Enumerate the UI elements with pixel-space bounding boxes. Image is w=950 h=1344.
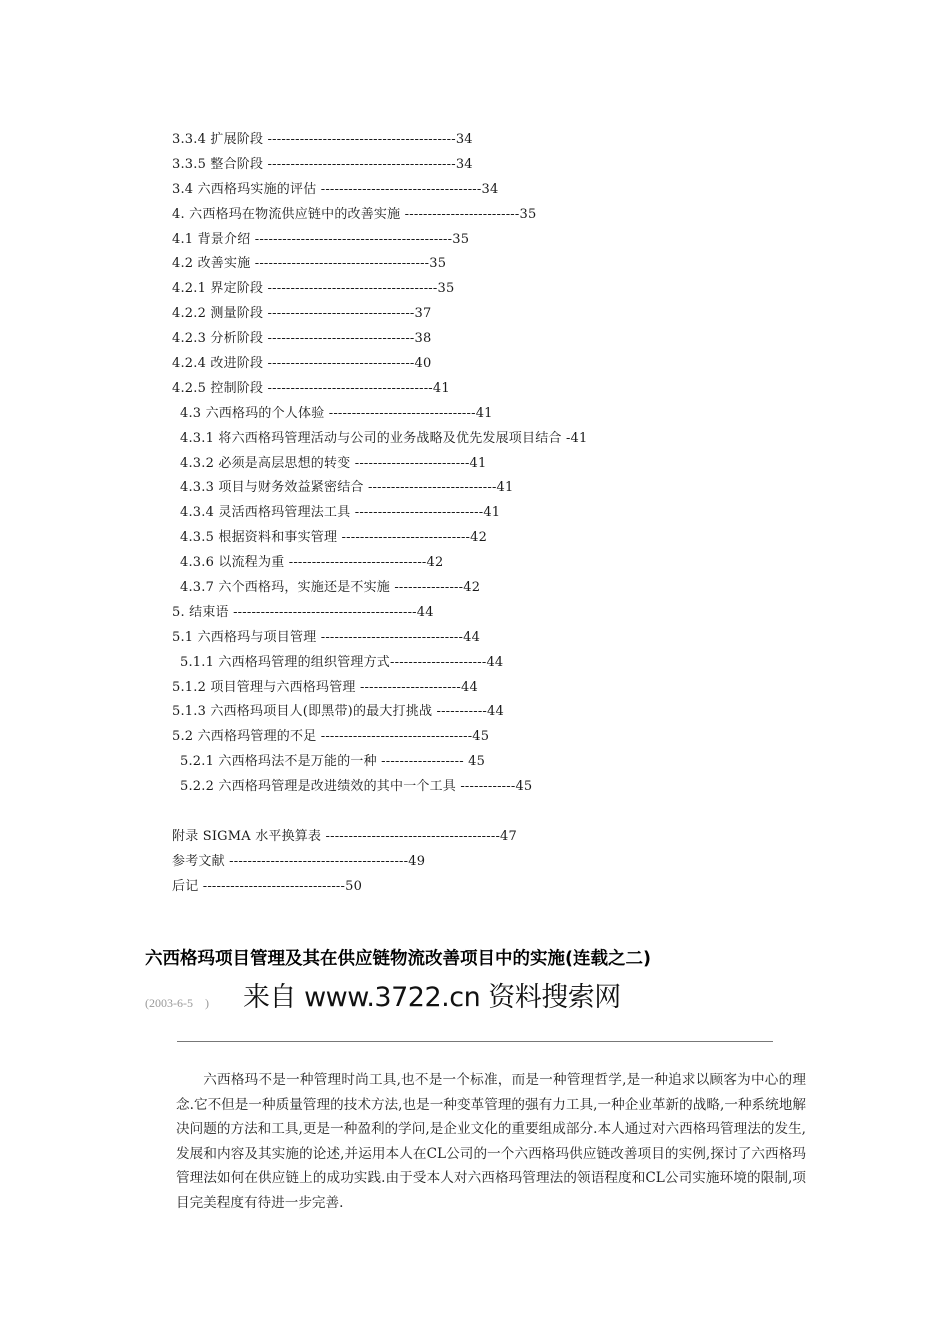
toc-entry: 4.3.1 将六西格玛管理活动与公司的业务战略及优先发展项目结合 -41 — [180, 430, 588, 446]
toc-entry: 4.2 改善实施 --------------------------------------35 — [172, 256, 447, 272]
toc-entry: 4.3.5 根据资料和事实管理 ----------------------------42 — [180, 530, 488, 546]
toc-entry: 4. 六西格玛在物流供应链中的改善实施 -------------------------35 — [172, 206, 537, 222]
table-of-contents — [172, 128, 832, 900]
toc-entry: 参考文献 ---------------------------------------49 — [172, 853, 426, 869]
toc-entry: 4.3.4 灵活西格玛管理法工具 ----------------------------41 — [180, 505, 501, 521]
toc-entry: 5.1.1 六西格玛管理的组织管理方式---------------------44 — [180, 654, 504, 670]
toc-entry: 4.1 背景介绍 -------------------------------------------35 — [172, 231, 470, 247]
source-watermark: 来自 www.3722.cn 资料搜索网 — [243, 982, 621, 1013]
toc-entry: 5. 结束语 ----------------------------------------44 — [172, 604, 434, 620]
toc-entry: 3.3.4 扩展阶段 -----------------------------------------34 — [172, 132, 473, 147]
toc-entry: 5.2.1 六西格玛法不是万能的一种 ------------------ 45 — [180, 754, 486, 770]
toc-entry: 4.3.3 项目与财务效益紧密结合 ----------------------------41 — [180, 480, 514, 496]
toc-entry: 5.1.3 六西格玛项目人(即黑带)的最大打挑战 -----------44 — [172, 704, 504, 720]
toc-entry: 4.2.1 界定阶段 -------------------------------------35 — [172, 281, 455, 297]
toc-entry: 5.2.2 六西格玛管理是改进绩效的其中一个工具 ------------45 — [180, 779, 533, 795]
toc-entry: 3.4 六西格玛实施的评估 -----------------------------------34 — [172, 181, 499, 197]
toc-entry: 4.2.4 改进阶段 --------------------------------40 — [172, 356, 432, 372]
toc-entry: 附录 SIGMA 水平换算表 --------------------------------------47 — [172, 829, 517, 845]
article-date: (2003-6-5 ) — [145, 996, 209, 1010]
toc-entry: 3.3.5 整合阶段 -----------------------------------------34 — [172, 156, 473, 172]
article-body — [176, 1068, 806, 1215]
toc-entry: 后记 -------------------------------50 — [172, 878, 363, 894]
toc-entry: 4.2.3 分析阶段 --------------------------------38 — [172, 331, 432, 347]
divider — [177, 1041, 773, 1042]
body-paragraph: 六西格玛不是一种管理时尚工具,也不是一个标准，而是一种管理哲学,是一种追求以顾客为中心的理念.它不但是一种质量管理的技术方法,也是一种变革管理的强有力工具,一种企业革新的战略,一种系统地解决问题的方法和工具,更是一种盈利的学问,是企业文化的重要组成部分.本人通过对六西格玛管理法的发生,发展和内容及其实施的论述,并运用本人在CL公司的一个六西格玛供应链改善项目的实例,探讨了六西格玛管理法如何在供应链上的成功实践.由于受本人对六西格玛管理法的领语程度和CL公司实施环境的限制,项目完美程度有待进一步完善. — [176, 1072, 806, 1211]
toc-entry: 5.1.2 项目管理与六西格玛管理 ----------------------44 — [172, 679, 478, 695]
toc-entry: 4.3.6 以流程为重 ------------------------------42 — [180, 555, 444, 571]
toc-entry: 5.2 六西格玛管理的不足 ---------------------------------45 — [172, 729, 490, 745]
toc-entry: 4.3 六西格玛的个人体验 --------------------------------41 — [180, 405, 493, 421]
toc-entry: 4.3.2 必须是高层思想的转变 -------------------------41 — [180, 455, 487, 471]
article-title: 六西格玛项目管理及其在供应链物流改善项目中的实施(连载之二) — [145, 949, 651, 969]
toc-entry: 4.3.7 六个西格玛，实施还是不实施 ---------------42 — [180, 580, 481, 596]
toc-entry: 4.2.2 测量阶段 --------------------------------37 — [172, 306, 432, 322]
toc-entry: 5.1 六西格玛与项目管理 -------------------------------44 — [172, 629, 481, 645]
toc-entry: 4.2.5 控制阶段 ------------------------------------41 — [172, 380, 450, 396]
